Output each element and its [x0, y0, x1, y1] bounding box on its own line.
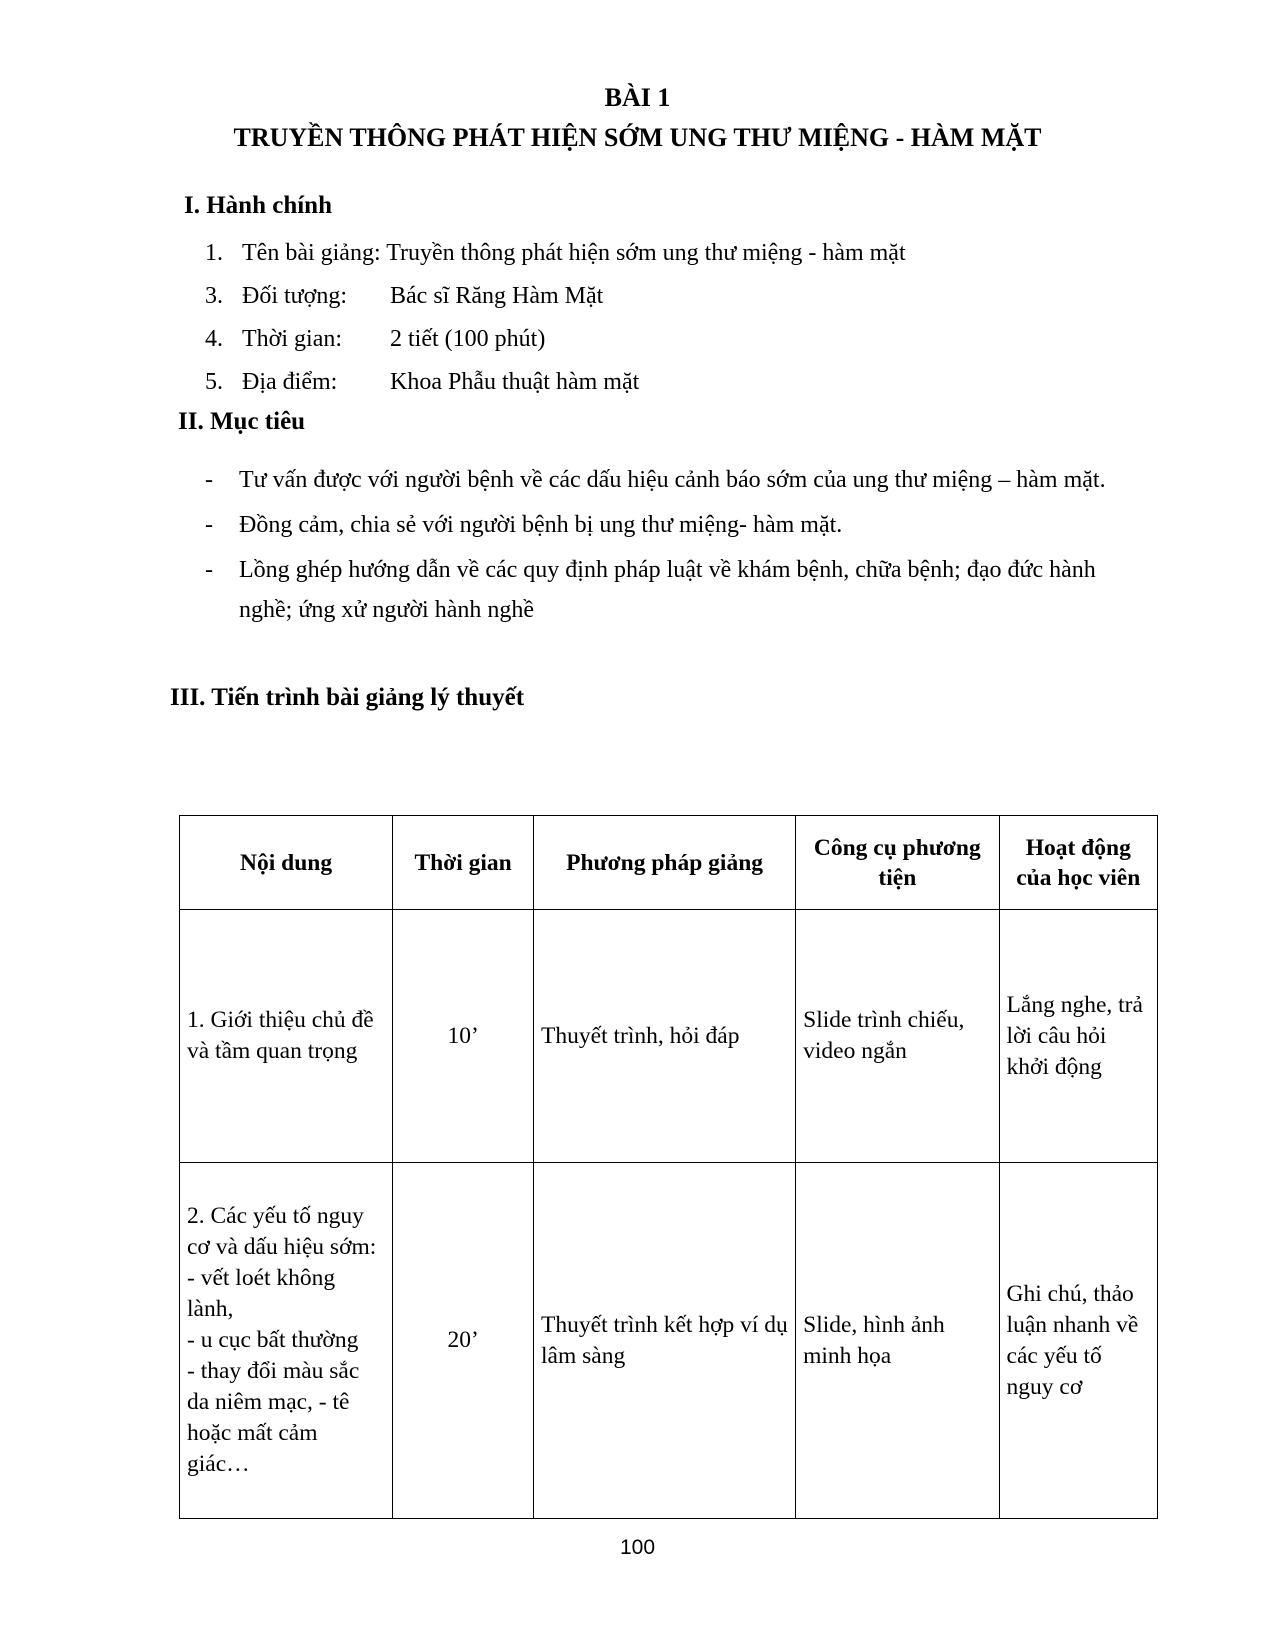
title-line-2: TRUYỀN THÔNG PHÁT HIỆN SỚM UNG THƯ MIỆNG - HÀM MẶT — [233, 123, 1042, 152]
section-admin-heading: I. Hành chính — [184, 192, 332, 219]
objective-item — [205, 505, 1113, 545]
column-header-time: Thời gian — [393, 816, 534, 910]
title-line-1: BÀI 1 — [604, 83, 671, 112]
item-number: 4. — [205, 326, 223, 352]
admin-item-duration — [205, 322, 1125, 365]
item-label: Thời gian: — [242, 326, 343, 352]
section-procedure-heading: III. Tiến trình bài giảng lý thuyết — [170, 684, 525, 711]
section-objectives-heading: II. Mục tiêu — [178, 408, 306, 435]
document-title — [0, 78, 1275, 158]
lesson-plan-table — [179, 815, 1158, 1519]
item-number: 3. — [205, 283, 223, 309]
objectives-list — [205, 460, 1113, 635]
item-value: Khoa Phẫu thuật hàm mặt — [390, 369, 640, 395]
bullet-dash-marker: - — [205, 512, 213, 538]
content-line: 2. Các yếu tố nguy cơ và dấu hiệu sớm: — [187, 1203, 377, 1260]
column-header-content: Nội dung — [180, 816, 393, 910]
content-line: - thay đổi màu sắc da niêm mạc, - tê hoặc mất cảm giác… — [187, 1358, 360, 1477]
cell-time: 20’ — [393, 1163, 534, 1519]
table-row — [180, 910, 1158, 1163]
column-header-activity: Hoạt động của học viên — [999, 816, 1157, 910]
item-label: Đối tượng: — [242, 283, 348, 309]
item-number: 1. — [205, 240, 223, 266]
admin-item-location — [205, 365, 1125, 408]
objective-text: Đồng cảm, chia sẻ với người bệnh bị ung thư miệng- hàm mặt. — [239, 512, 843, 538]
item-label: Địa điểm: — [242, 369, 338, 395]
page-number: 100 — [619, 1536, 656, 1559]
bullet-dash-marker: - — [205, 557, 213, 583]
cell-method: Thuyết trình kết hợp ví dụ lâm sàng — [534, 1163, 796, 1519]
table-header-row — [180, 816, 1158, 910]
bullet-dash-marker: - — [205, 467, 213, 493]
cell-activity: Ghi chú, thảo luận nhanh về các yếu tố nguy cơ — [999, 1163, 1157, 1519]
objective-text: Tư vấn được với người bệnh về các dấu hiệu cảnh báo sớm của ung thư miệng – hàm mặt. — [239, 467, 1106, 493]
cell-tools: Slide trình chiếu, video ngắn — [796, 910, 999, 1163]
column-header-method: Phương pháp giảng — [534, 816, 796, 910]
cell-method: Thuyết trình, hỏi đáp — [534, 910, 796, 1163]
admin-item-audience — [205, 279, 1125, 322]
cell-time: 10’ — [393, 910, 534, 1163]
item-label: Tên bài giảng: Truyền thông phát hiện sớm ung thư miệng - hàm mặt — [242, 240, 906, 266]
item-number: 5. — [205, 369, 223, 395]
cell-content — [180, 910, 393, 1163]
cell-tools: Slide, hình ảnh minh họa — [796, 1163, 999, 1519]
content-line: 1. Giới thiệu chủ đề và tầm quan trọng — [187, 1007, 374, 1064]
objective-text: Lồng ghép hướng dẫn về các quy định pháp luật về khám bệnh, chữa bệnh; đạo đức hành nghề; ứng xử người hành nghề — [239, 557, 1096, 623]
table-row — [180, 1163, 1158, 1519]
item-value: Bác sĩ Răng Hàm Mặt — [390, 283, 604, 309]
admin-list — [205, 236, 1125, 408]
objective-item — [205, 460, 1113, 500]
content-line: - vết loét không lành, — [187, 1265, 336, 1322]
content-line: - u cục bất thường — [187, 1327, 359, 1353]
cell-activity: Lắng nghe, trả lời câu hỏi khởi động — [999, 910, 1157, 1163]
item-value: 2 tiết (100 phút) — [390, 326, 546, 352]
admin-item-lesson-title — [205, 236, 1125, 279]
column-header-tools: Công cụ phương tiện — [796, 816, 999, 910]
objective-item — [205, 550, 1113, 630]
cell-content — [180, 1163, 393, 1519]
